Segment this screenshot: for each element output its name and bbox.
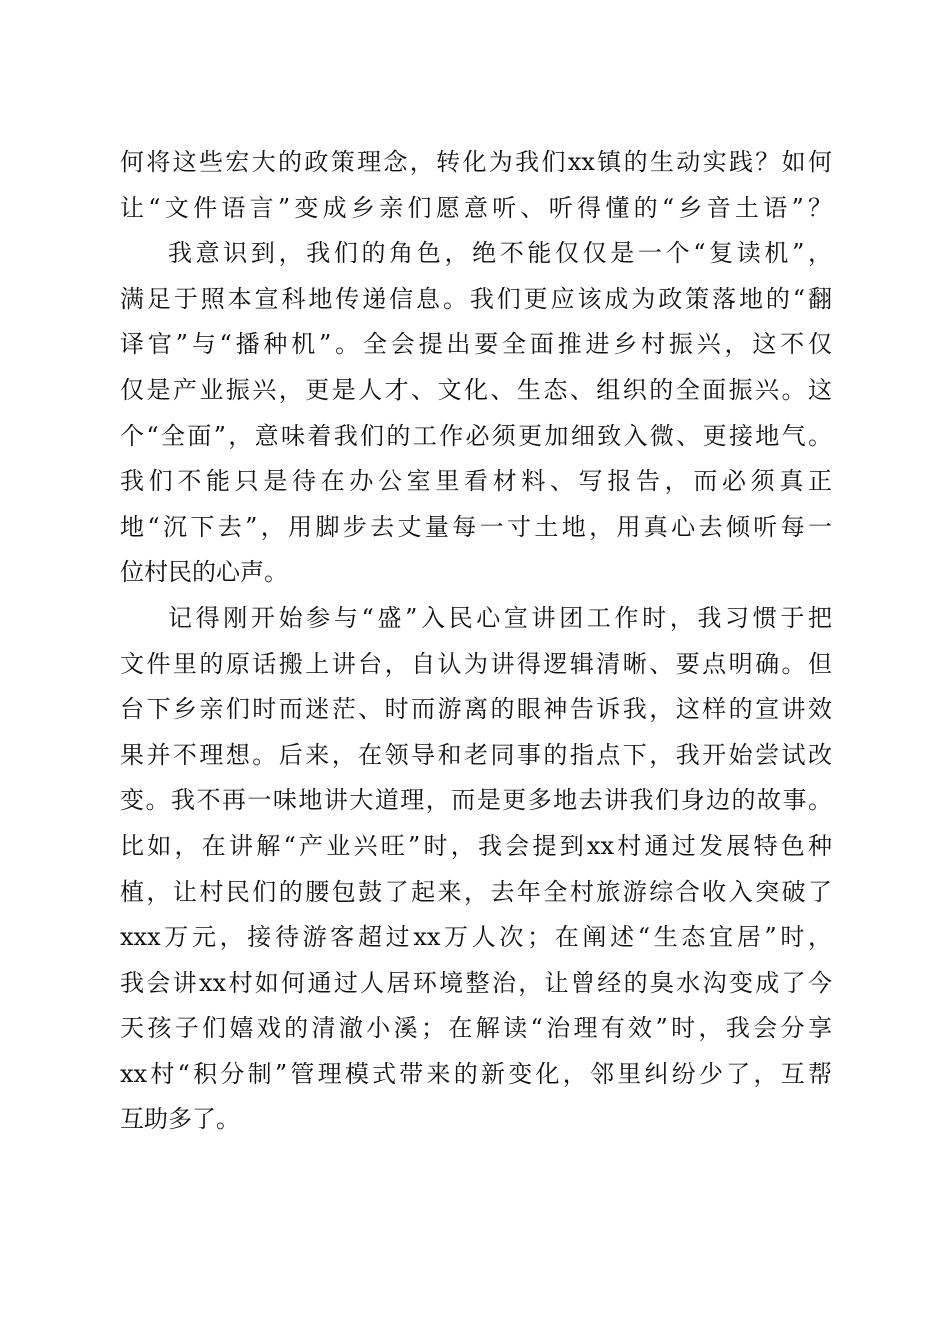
text-line: 译官”与“播种机”。全会提出要全面推进乡村振兴，这不仅 <box>120 330 832 359</box>
text-line: 果并不理想。后来，在领导和老同事的指点下，我开始尝试改 <box>120 740 832 769</box>
text-line: 我们不能只是待在办公室里看材料、写报告，而必须真正 <box>120 467 832 496</box>
text-line: 天孩子们嬉戏的清澈小溪；在解读“治理有效”时，我会分享 <box>120 1014 832 1043</box>
paragraph-end-line: 互助多了。 <box>120 1105 240 1134</box>
text-line: 台下乡亲们时而迷茫、时而游离的眼神告诉我，这样的宣讲效 <box>120 695 832 724</box>
text-line: 文件里的原话搬上讲台，自认为讲得逻辑清晰、要点明确。但 <box>120 649 832 678</box>
text-line: 仅是产业振兴，更是人才、文化、生态、组织的全面振兴。这 <box>120 375 832 404</box>
text-line: 我会讲xx村如何通过人居环境整治，让曾经的臭水沟变成了今 <box>120 968 832 997</box>
text-line: 让“文件语言”变成乡亲们愿意听、听得懂的“乡音土语”？ <box>120 193 832 222</box>
text-line: 满足于照本宣科地传递信息。我们更应该成为政策落地的“翻 <box>120 284 832 313</box>
text-line: xx村“积分制”管理模式带来的新变化，邻里纠纷少了，互帮 <box>120 1059 832 1088</box>
paragraph-start-line: 我意识到，我们的角色，绝不能仅仅是一个“复读机”， <box>168 239 832 268</box>
text-line: 个“全面”，意味着我们的工作必须更加细致入微、更接地气。 <box>120 421 832 450</box>
text-line: 地“沉下去”，用脚步去丈量每一寸土地，用真心去倾听每一 <box>120 512 832 541</box>
text-line: xxx万元，接待游客超过xx万人次；在阐述“生态宜居”时， <box>120 923 832 952</box>
paragraph-end-line: 位村民的心声。 <box>120 558 288 587</box>
paragraph-start-line: 记得刚开始参与“盛”入民心宣讲团工作时，我习惯于把 <box>168 603 832 632</box>
text-line: 比如，在讲解“产业兴旺”时，我会提到xx村通过发展特色种 <box>120 831 832 860</box>
text-line: 何将这些宏大的政策理念，转化为我们xx镇的生动实践？如何 <box>120 148 832 176</box>
document-body <box>120 140 832 1143</box>
text-line: 变。我不再一味地讲大道理，而是更多地去讲我们身边的故事。 <box>120 786 832 815</box>
text-line: 植，让村民们的腰包鼓了起来，去年全村旅游综合收入突破了 <box>120 877 832 906</box>
